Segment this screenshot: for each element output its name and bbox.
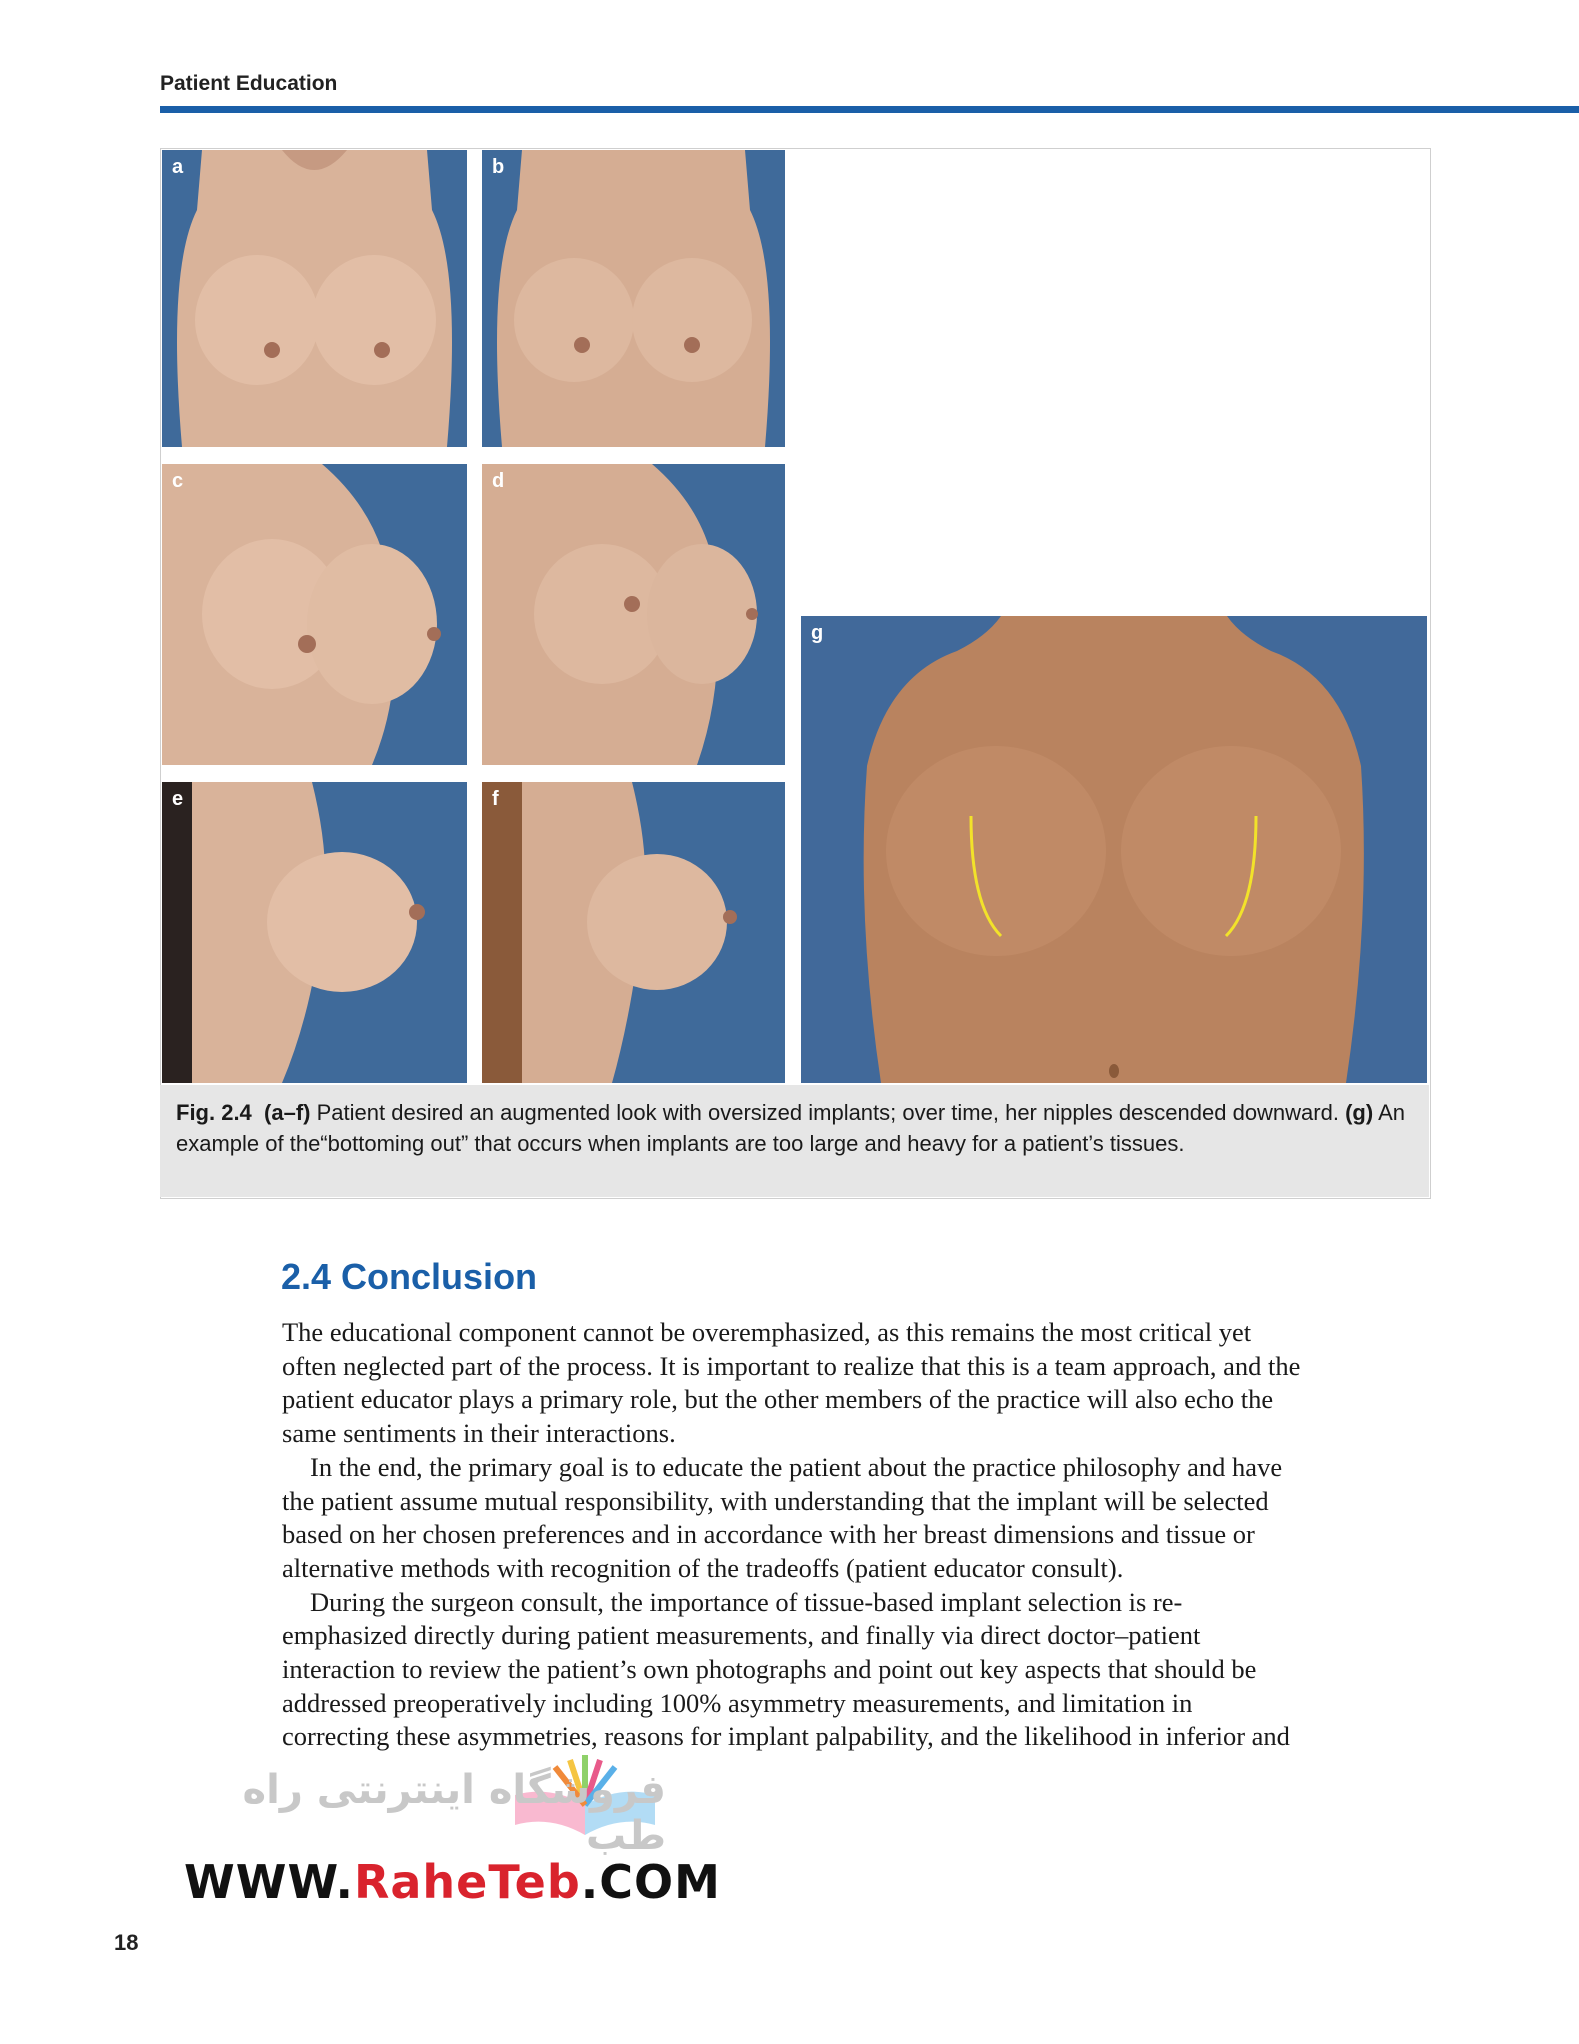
panel-label-a: a	[172, 156, 184, 178]
photo-panel-d	[482, 464, 785, 765]
body-text	[282, 1316, 1302, 1754]
watermark-persian-text: فروشگاه اینترنتی راه طب	[242, 1767, 666, 1859]
panel-label-d: d	[492, 470, 505, 492]
frontal-view-photo-icon	[162, 150, 467, 447]
caption-part1-text: Patient desired an augmented look with oversized implants; over time, her nipples descended downward.	[310, 1100, 1346, 1125]
oblique-view-photo-icon	[162, 464, 467, 765]
running-head: Patient Education	[160, 72, 338, 95]
caption-part1-label: (a–f)	[264, 1100, 311, 1125]
header-rule	[160, 106, 1579, 113]
caption-part2-text: An example of the“bottoming out” that occurs when implants are too large and heavy for a patient’s tissues.	[176, 1100, 1405, 1156]
paragraph-2: In the end, the primary goal is to educate the patient about the practice philosophy and have the patient assume mutual responsibility, with understanding that the implant will be selected based on her chosen preferences and in accordance with her breast dimensions and tissue or alternative methods with recognition of the tradeoffs (patient educator consult).	[282, 1451, 1283, 1583]
panel-label-b: b	[492, 156, 505, 178]
photo-panel-f	[482, 782, 785, 1083]
figure-caption	[160, 1085, 1429, 1197]
photo-panel-c	[162, 464, 467, 765]
frontal-view-photo-icon	[482, 150, 785, 447]
watermark-url-prefix: WWW.	[184, 1855, 354, 1909]
watermark	[180, 1755, 721, 1915]
photo-panel-e	[162, 782, 467, 1083]
lateral-view-photo-icon	[162, 782, 467, 1083]
photo-panel-b	[482, 150, 785, 447]
paragraph-1: The educational component cannot be overemphasized, as this remains the most critical yet often neglected part of the process. It is important to realize that this is a team approach, and the patient educator plays a primary role, but the other members of the practice will also echo the same sentiments in their interactions.	[282, 1317, 1301, 1449]
watermark-url	[184, 1855, 721, 1909]
photo-panel-a	[162, 150, 467, 447]
panel-label-g: g	[811, 622, 824, 644]
caption-figure-label: Fig. 2.4	[176, 1100, 252, 1125]
watermark-url-suffix: .COM	[580, 1855, 721, 1909]
watermark-url-accent: RaheTeb	[353, 1855, 581, 1909]
caption-part2-label: (g)	[1345, 1100, 1374, 1125]
panel-label-c: c	[172, 470, 184, 492]
page-number: 18	[114, 1930, 139, 1955]
photo-panel-g	[801, 616, 1427, 1083]
frontal-view-photo-with-markings-icon	[801, 616, 1427, 1083]
panel-label-e: e	[172, 788, 184, 810]
section-heading: 2.4 Conclusion	[281, 1256, 538, 1297]
paragraph-3: During the surgeon consult, the importance of tissue-based implant selection is re-emphasized directly during patient measurements, and finally via direct doctor–patient interaction to review the patient’s own photographs and point out key aspects that should be addressed preoperatively including 100% asymmetry measurements, and limitation in correcting these asymmetries, reasons for implant palpability, and the likelihood in inferior and	[282, 1586, 1290, 1752]
oblique-view-photo-icon	[482, 464, 785, 765]
panel-label-f: f	[492, 788, 499, 810]
lateral-view-photo-icon	[482, 782, 785, 1083]
